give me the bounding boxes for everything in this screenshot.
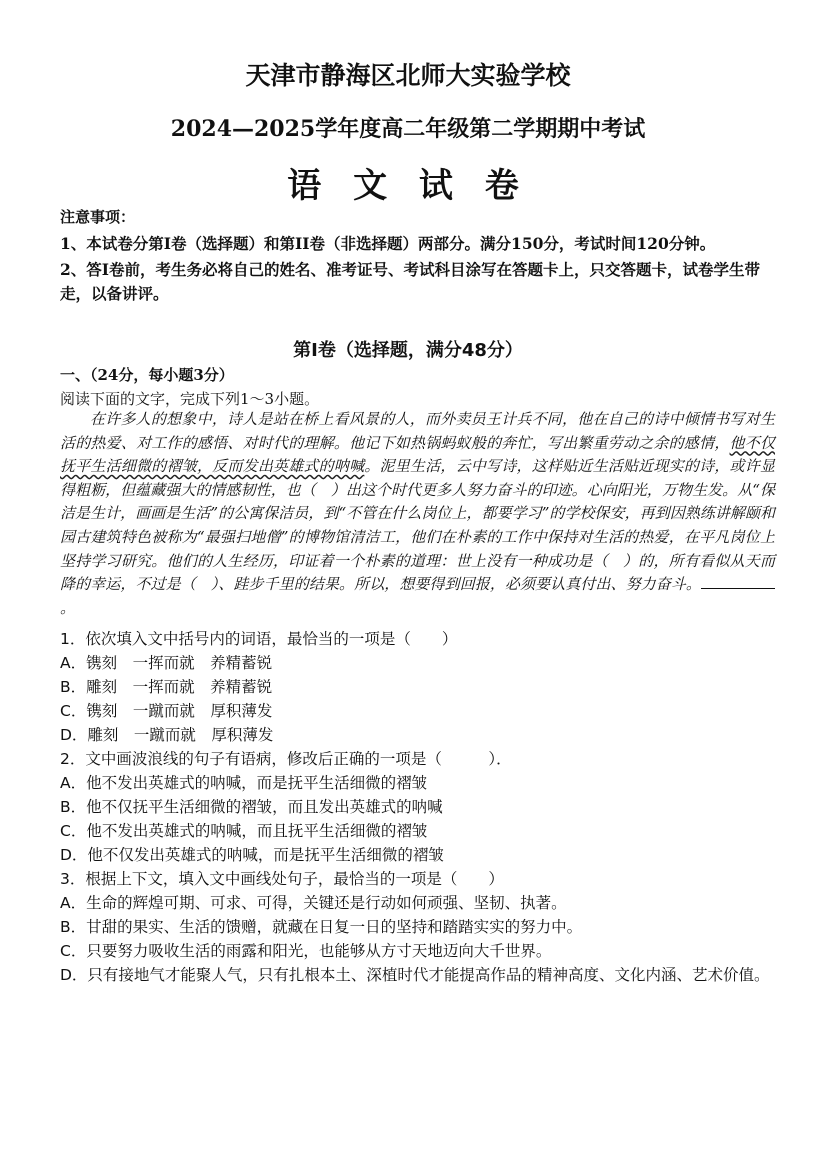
reading-passage — [60, 408, 775, 620]
question-option: A．镌刻 一挥而就 养精蓄锐 — [60, 654, 273, 672]
notice-item-2: 2、答Ⅰ卷前，考生务必将自己的姓名、准考证号、考试科目涂写在答题卡上，只交答题卡，试卷学生带走，以备讲评。 — [60, 260, 761, 303]
question-option: A．他不发出英雄式的呐喊，而是抚平生活细微的褶皱 — [60, 774, 428, 792]
question-option: B．雕刻 一挥而就 养精蓄锐 — [60, 678, 273, 696]
part-instruction: 阅读下面的文字，完成下列1～3小题。 — [60, 390, 320, 408]
notice-item-1: 1、本试卷分第Ⅰ卷（选择题）和第II卷（非选择题）两部分。满分150分，考试时间120分钟。 — [60, 234, 716, 253]
school-title: 天津市静海区北师大实验学校 — [245, 61, 571, 90]
notice-heading: 注意事项： — [60, 208, 136, 226]
exam-title: 2024—2025学年度高二年级第二学期期中考试 — [170, 116, 646, 142]
question-option: D．他不仅发出英雄式的呐喊，而是抚平生活细微的褶皱 — [60, 846, 444, 864]
question-option: B．他不仅抚平生活细微的褶皱，而且发出英雄式的呐喊 — [60, 798, 443, 816]
question-option: C．他不发出英雄式的呐喊，而且抚平生活细微的褶皱 — [60, 822, 428, 840]
wavy-underlined-sentence: 他不仅抚平生活细微的褶皱，反而发出英雄式的呐喊 — [60, 433, 775, 476]
question-option: C．镌刻 一蹴而就 厚积薄发 — [60, 702, 273, 720]
question-stem: 2．文中画波浪线的句子有语病，修改后正确的一项是（ ）． — [60, 750, 512, 768]
answer-blank-line — [701, 576, 775, 589]
part-heading: 一、（24分，每小题3分） — [60, 366, 234, 384]
passage-text-b: 。泥里生活，云中写诗，这样贴近生活贴近现实的诗，或许显得粗粝，但蕴藏强大的情感韧性，也（ ）出这个时代更多人努力奋斗的印迹。心向阳光，万物生发。从“保洁是生计，画画是生活”的公寓保洁员，到“不管在什么岗位上，都要学习”的学校保安，再到因熟练讲解颐和园古建筑特色被称为“最强扫地僧”的博物馆清洁工，他们在朴素的工作中保持对生活的热爱，在平凡岗位上坚持学习研究。他们的人生经历，印证着一个朴素的道理：世上没有一种成功是（ ）的，所有看似从天而降的幸运，不过是（ ）、跬步千里的结果。所以，想要得到回报，必须要认真付出、努力奋斗。 — [60, 457, 775, 594]
question-stem: 3．根据上下文，填入文中画线处句子，最恰当的一项是（ ） — [60, 870, 504, 888]
subject-title: 语 文 试 卷 — [287, 166, 529, 206]
question-option: C．只要努力吸收生活的雨露和阳光，也能够从方寸天地迈向大千世界。 — [60, 942, 552, 960]
question-stem: 1．依次填入文中括号内的词语，最恰当的一项是（ ） — [60, 630, 458, 648]
question-option: D．只有接地气才能聚人气，只有扎根本土、深植时代才能提高作品的精神高度、文化内涵、艺术价值。 — [60, 966, 770, 984]
question-option: D．雕刻 一蹴而就 厚积薄发 — [60, 726, 274, 744]
question-list — [60, 627, 780, 987]
section-title: 第Ⅰ卷（选择题，满分48分） — [293, 340, 523, 361]
passage-text-a: 在许多人的想象中，诗人是站在桥上看风景的人，而外卖员王计兵不同，他在自己的诗中倾情书写对生活的热爱、对工作的感悟、对时代的理解。他记下如热锅蚂蚁般的奔忙，写出繁重劳动之余的感情， — [60, 410, 775, 452]
passage-end: 。 — [60, 598, 76, 617]
question-option: A．生命的辉煌可期、可求、可得，关键还是行动如何顽强、坚韧、执著。 — [60, 894, 567, 912]
question-option: B．甘甜的果实、生活的馈赠，就藏在日复一日的坚持和踏踏实实的努力中。 — [60, 918, 583, 936]
